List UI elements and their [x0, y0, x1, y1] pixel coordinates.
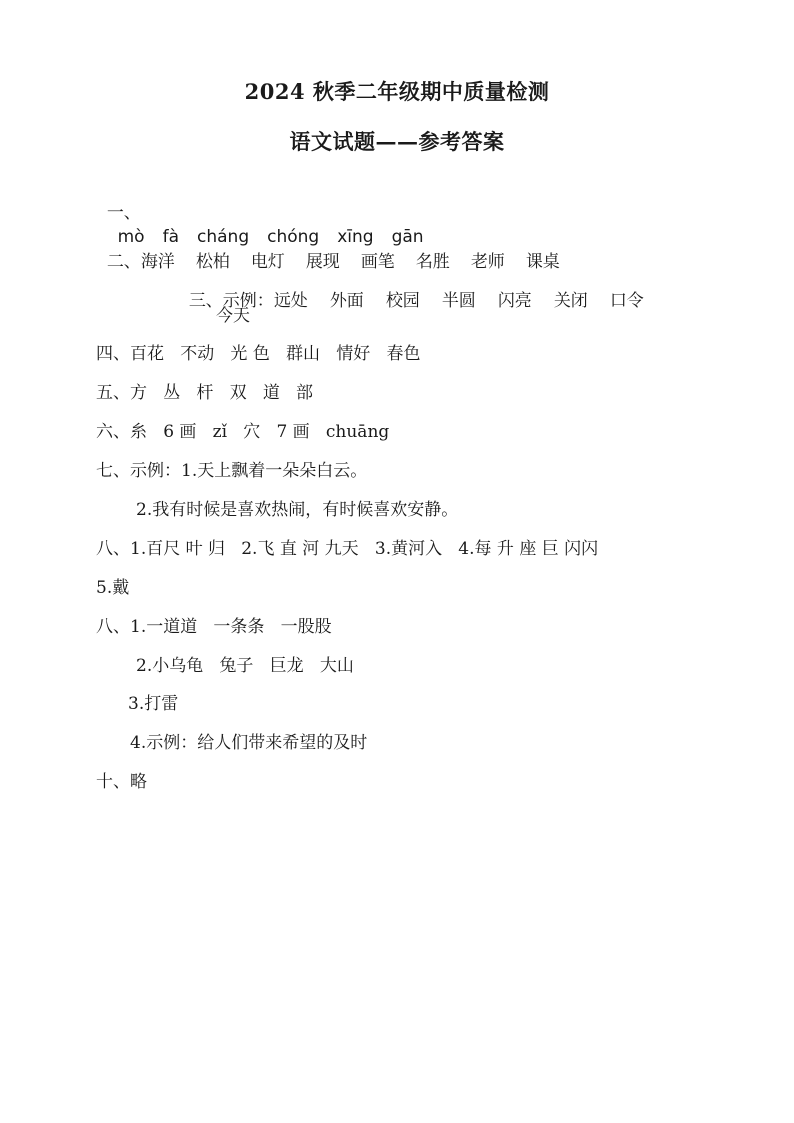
word-answer: 外面: [329, 291, 364, 311]
word-answer: 关闭: [553, 291, 588, 311]
pinyin-answer: chóng: [267, 227, 320, 247]
word-answer: 半圆: [441, 291, 476, 311]
word-answer: 画笔: [360, 252, 395, 272]
word-answer: 展现: [305, 252, 340, 272]
answer-section-7-line-2: 2.我有时候是喜欢热闹，有时候喜欢安静。: [136, 500, 459, 520]
section-number: 二、: [106, 252, 141, 272]
document-subtitle: 语文试题——参考答案: [289, 129, 505, 154]
answer-section-10: 十、略: [96, 772, 147, 792]
word-answer: 口令: [609, 291, 644, 311]
pinyin-answer: fà: [162, 227, 179, 247]
answer-section-3-continued: 今天: [216, 306, 250, 326]
pinyin-answer: xīng: [337, 227, 374, 247]
word-answer: 课桌: [525, 252, 560, 272]
answer-section-7-line-1: 七、示例：1.天上飘着一朵朵白云。: [96, 461, 368, 481]
word-answer: 远处: [273, 291, 308, 311]
answer-section-9-line-1: 八、1.一道道 一条条 一股股: [96, 617, 332, 637]
answer-section-5: 五、方 丛 杆 双 道 部: [96, 383, 314, 403]
answer-section-9-line-4: 4.示例：给人们带来希望的及时: [130, 733, 368, 753]
document-title: 2024 秋季二年级期中质量检测: [244, 79, 550, 104]
word-answer: 名胜: [415, 252, 450, 272]
word-answer: 老师: [470, 252, 505, 272]
answer-section-4: 四、百花 不动 光 色 群山 情好 春色: [96, 344, 421, 364]
word-answer: 闪亮: [497, 291, 532, 311]
answer-section-6: 六、糸 6 画 zǐ 穴 7 画 chuāng: [96, 422, 390, 442]
answer-section-8-line-2: 5.戴: [96, 578, 130, 598]
pinyin-answer: mò: [117, 227, 145, 247]
section-number: 三、示例：: [188, 291, 274, 311]
pinyin-answer: cháng: [197, 227, 250, 247]
word-answer: 电灯: [250, 252, 285, 272]
section-number: 一、: [106, 203, 141, 223]
answer-section-8-line-1: 八、1.百尺 叶 归 2.飞 直 河 九天 3.黄河入 4.每 升 座 巨 闪闪: [96, 539, 599, 559]
answer-section-9-line-2: 2.小乌龟 兔子 巨龙 大山: [136, 656, 354, 676]
pinyin-answer: gān: [391, 227, 424, 247]
word-answer: 海洋: [140, 252, 175, 272]
answer-section-9-line-3: 3.打雷: [128, 694, 179, 714]
word-answer: 松柏: [195, 252, 230, 272]
word-answer: 校园: [385, 291, 420, 311]
answer-section-3: [178, 265, 666, 313]
